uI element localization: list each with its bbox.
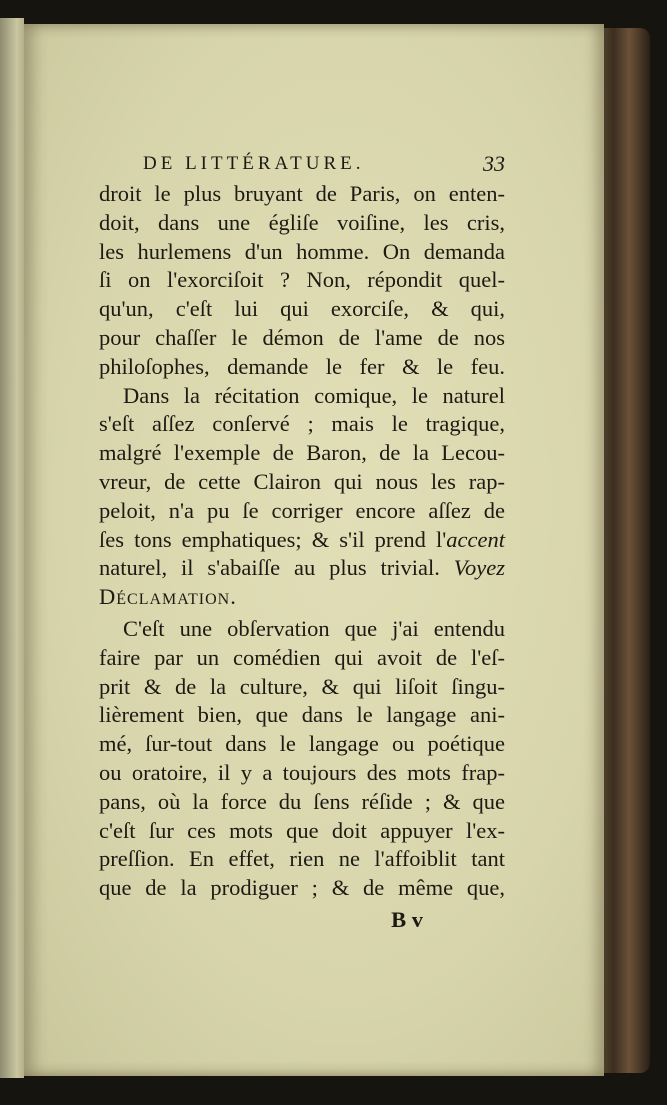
text-line: preſſion. En effet, rien ne l'affoiblit tant — [99, 846, 505, 872]
page-text — [99, 148, 505, 935]
paragraph-3 — [99, 615, 505, 903]
text-line: ſi on l'exorciſoit ? Non, répondit quel- — [99, 267, 505, 293]
text-line: doit, dans une égliſe voiſine, les cris, — [99, 209, 505, 235]
text-line: pans, où la force du ſens réſide ; & que — [99, 788, 505, 814]
text-line: pour chaſſer le démon de l'ame de nos — [99, 324, 505, 350]
text-line: lièrement bien, que dans le langage ani- — [99, 702, 505, 728]
text-line: qu'un, c'eſt lui qui exorciſe, & qui, — [99, 296, 505, 322]
previous-page-edge — [0, 18, 24, 1078]
paragraph-1 — [99, 180, 505, 382]
running-header — [99, 148, 505, 180]
running-title: DE LITTÉRATURE. — [143, 153, 365, 174]
text-line: prit & de la culture, & qui liſoit ſingu- — [99, 673, 505, 699]
text-line: que de la prodiguer ; & de même que, — [99, 875, 505, 901]
text-span: naturel, il s'abaiſſe au plus trivial. — [99, 555, 440, 581]
text-line: vreur, de cette Clairon qui nous les rap- — [99, 468, 505, 494]
italic-word: Voyez — [453, 555, 505, 581]
text-line — [99, 554, 505, 583]
text-line: peloit, n'a pu ſe corriger encore aſſez de — [99, 497, 505, 523]
text-line: malgré l'exemple de Baron, de la Lecou- — [99, 440, 505, 466]
text-line: philoſophes, demande le fer & le feu. — [99, 353, 505, 379]
text-line: Dans la récitation comique, le naturel — [123, 382, 505, 408]
text-line: C'eſt une obſervation que j'ai entendu — [123, 615, 505, 641]
paragraph-2 — [99, 382, 505, 612]
text-line: s'eſt aſſez conſervé ; mais le tragique, — [99, 411, 505, 437]
text-line — [99, 526, 505, 555]
text-line: les hurlemens d'un homme. On demanda — [99, 238, 505, 264]
text-line: droit le plus bruyant de Paris, on enten- — [99, 181, 505, 206]
text-line: ou oratoire, il y a toujours des mots frap- — [99, 759, 505, 785]
page-number: 33 — [483, 151, 505, 176]
text-line: c'eſt ſur ces mots que doit appuyer l'ex- — [99, 817, 505, 843]
text-line: mé, ſur-tout dans le langage ou poétique — [99, 731, 505, 757]
text-line: faire par un comédien qui avoit de l'eſ- — [99, 644, 505, 670]
book-edge — [598, 28, 650, 1073]
book-page — [24, 24, 604, 1076]
italic-word: accent — [446, 526, 505, 552]
text-span: ſes tons emphatiques; & s'il prend l' — [99, 526, 447, 552]
text-line: Déclamation. — [99, 584, 237, 610]
signature-mark: B v — [391, 906, 423, 932]
